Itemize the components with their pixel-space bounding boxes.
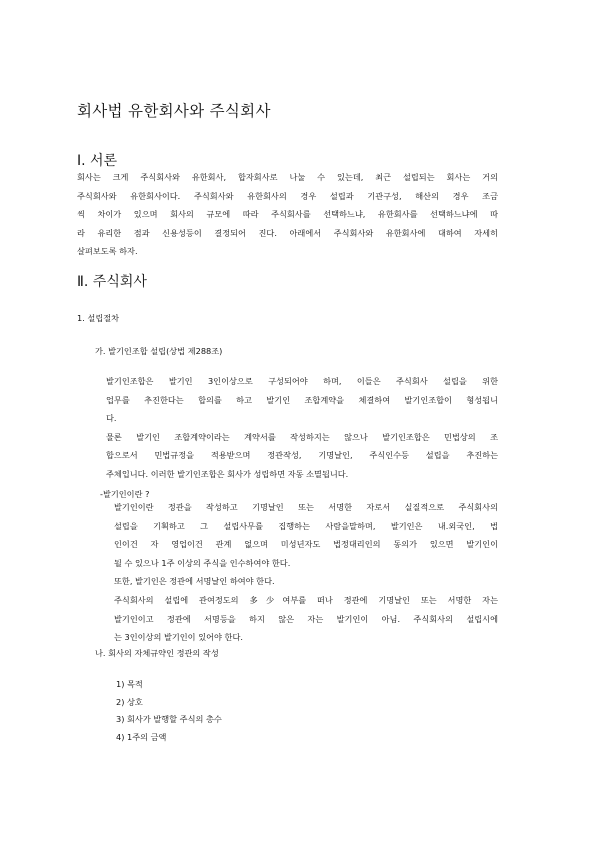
- intro-line: 회사는 크게 주식회사와 유한회사, 합자회사로 나눌 수 있는데, 최근 설립되는 회사는 거의: [77, 172, 498, 182]
- ga-line: 발기인조합은 발기인 3인이상으로 구성되어야 하며, 이들은 주식회사 설립을 위한: [106, 376, 498, 386]
- articles-items-list: [116, 676, 222, 746]
- promoter-line: 는 3인이상의 발기인이 있어야 한다.: [114, 632, 243, 643]
- section-heading-intro: Ⅰ. 서론: [77, 153, 118, 169]
- promoter-line: 발기인이란 정관을 작성하고 기명날인 또는 서명한 자로서 실질적으로 주식회사의: [114, 502, 498, 512]
- promoter-line: 주식회사의 설립에 관여정도의 多少여부를 떠나 정관에 기명날인 또는 서명한 자는: [114, 594, 498, 605]
- intro-line: 살펴보도록 하자.: [77, 246, 138, 257]
- promoter-line: 또한, 발기인은 정관에 서명날인 하여야 한다.: [114, 576, 275, 587]
- promoter-line: 설립을 기획하고 그 설립사무를 집행하는 사람을말하며, 발기인은 내.외국인, 법: [114, 520, 498, 531]
- list-item: 4) 1주의 금액: [116, 731, 167, 742]
- list-item: 3) 회사가 발행할 주식의 총수: [116, 714, 222, 724]
- document-title: 회사법 유한회사와 주식회사: [77, 102, 271, 120]
- ga-line: 다.: [106, 413, 117, 424]
- sub-heading-na: 나. 회사의 자체규약인 정관의 작성: [95, 648, 219, 658]
- section-heading-stock-company: Ⅱ. 주식회사: [77, 274, 147, 290]
- intro-line: 라 유리한 점과 신용성등이 결정되어 진다. 아래에서 주식회사와 유한회사에 대하여 자세히: [77, 227, 498, 238]
- promoter-paragraph: [114, 498, 498, 647]
- sub-heading-ga: 가. 발기인조합 설립(상법 제288조): [95, 346, 223, 356]
- promoter-line: 될 수 있으나 1주 이상의 주식을 인수하여야 한다.: [114, 557, 291, 568]
- ga-line: 주체입니다. 이러한 발기인조합은 회사가 성립하면 자동 소멸됩니다.: [106, 468, 349, 479]
- list-item: 1) 목적: [116, 679, 143, 689]
- intro-line: 주식회사와 유한회사이다. 주식회사와 유한회사의 경우 설립과 기관구성, 해산의 경우 조금: [77, 190, 498, 201]
- intro-paragraph: [77, 168, 498, 261]
- ga-line: 물론 발기인 조합계약이라는 계약서를 작성하지는 않으나 발기인조합은 민법상의 조: [106, 431, 498, 442]
- promoter-line: 발기인이고 정관에 서명등을 하지 않은 자는 발기인이 아님. 주식회사의 설립시에: [114, 613, 498, 624]
- ga-paragraph: [106, 372, 498, 484]
- promoter-line: 인이건 자 영업이건 관계 없으며 미성년자도 법정대리인의 동의가 있으면 발기인이: [114, 539, 498, 550]
- item-establishment-procedure: 1. 설립절차: [77, 313, 120, 323]
- promoter-heading: -발기인이란 ?: [100, 489, 150, 499]
- list-item: 2) 상호: [116, 696, 143, 707]
- ga-line: 업무를 추진한다는 합의를 하고 발기인 조합계약을 체결하여 발기인조합이 형성됩니: [106, 394, 498, 405]
- intro-line: 씩 차이가 있으며 회사의 규모에 따라 주식회사를 선택하느냐, 유한회사를 선택하느냐에 따: [77, 209, 498, 220]
- ga-line: 합으로서 민법규정을 적용받으며 정관작성, 기명날인, 주식인수등 설립을 추진하는: [106, 450, 498, 461]
